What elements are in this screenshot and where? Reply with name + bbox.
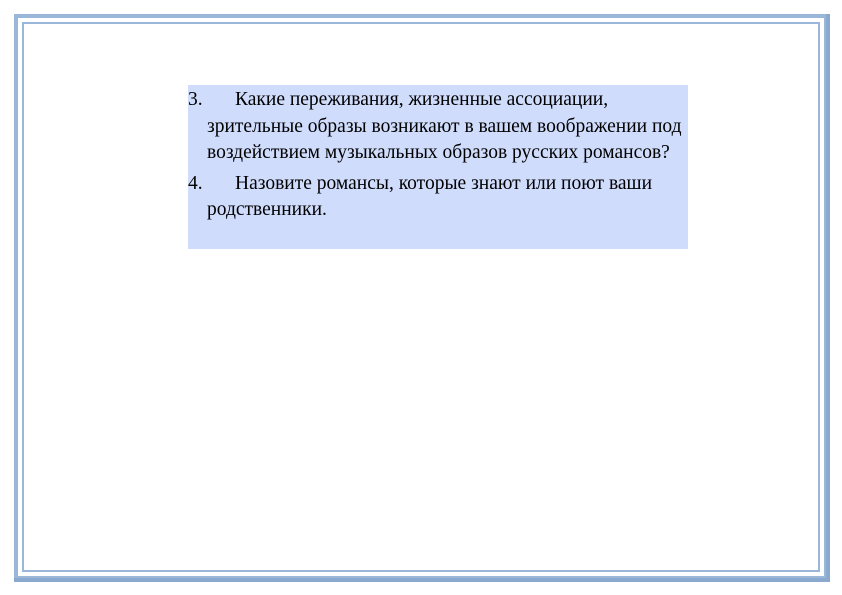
question-item-4 — [188, 171, 682, 224]
frame-bottom-shadow — [14, 578, 830, 582]
questions-textbox — [188, 85, 688, 249]
question-text: Какие переживания, жизненные ассоциации, зрительные образы возникают в вашем воображении под воздействием музыкальных образов русских романсов? — [207, 89, 682, 163]
frame-right-shadow — [826, 14, 830, 580]
question-number: 4. — [188, 172, 203, 194]
question-number: 3. — [188, 89, 203, 110]
question-item-3 — [188, 87, 682, 167]
question-text: Назовите романсы, которые знают или поют ваши родственники. — [207, 172, 653, 220]
